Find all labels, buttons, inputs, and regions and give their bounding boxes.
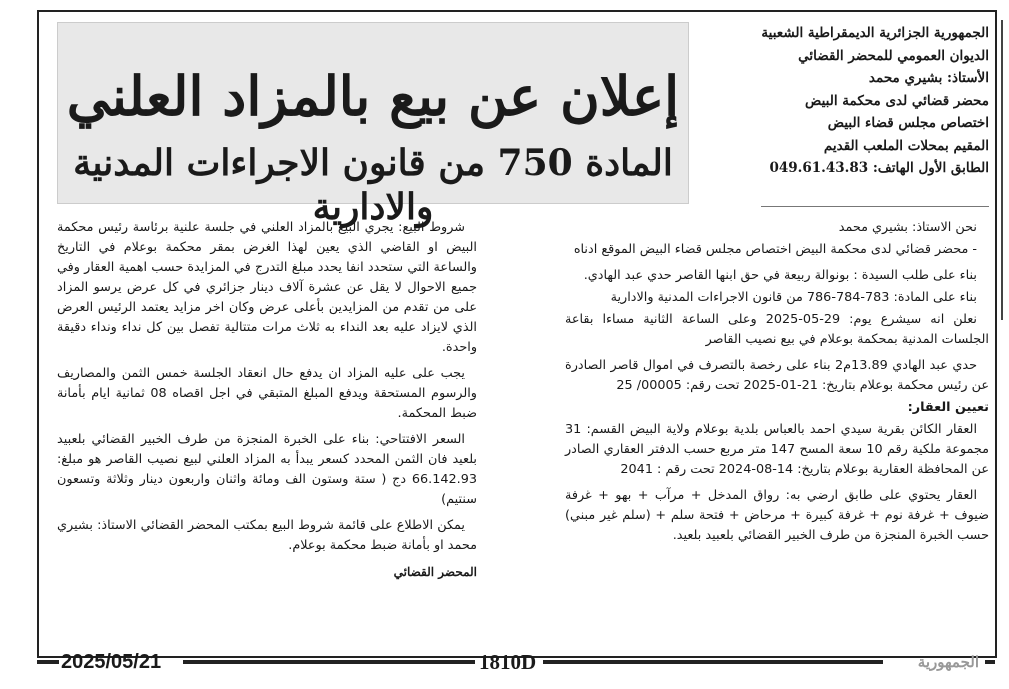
footer (37, 648, 997, 676)
footer-rule-left (37, 660, 59, 664)
minor-share: حدي عبد الهادي 13.89م2 بناء على رخصة بالتصرف في اموال قاصر الصادرة عن رئيس محكمة بوعلام بتاريخ: 21-01-2025 تحت رقم: 00005/ 25 (565, 358, 989, 393)
property-contents: العقار يحتوي على طابق ارضي به: رواق المدخل + مرآب + بهو + غرفة ضيوف + غرفة نوم + غرفة كبيرة + مرحاض + فتحة سلم + (سلم غير مبني) حسب الخبرة المنجزة من طرف الخبير القضائي بلعبيد بلعيد. (565, 488, 989, 543)
notice-title: إعلان عن بيع بالمزاد العلني (66, 64, 680, 128)
header-line-court: محضر قضائي لدى محكمة البيض (805, 92, 989, 109)
footer-code: 1810D (479, 650, 537, 674)
title-box (57, 22, 689, 228)
signature: المحضر القضائي (393, 565, 477, 579)
header-line-office: الديوان العمومي للمحضر القضائي (798, 47, 989, 64)
left-column (57, 218, 477, 582)
bailiff-role: - محضر قضائي لدى محكمة البيض اختصاص مجلس قضاء البيض الموقع ادناه (573, 242, 977, 257)
payment-terms: يجب على عليه المزاد ان يدفع حال انعقاد الجلسة خمس الثمن والمصاريف والرسوم المستحقة ويدفع المبلغ المتبقي في اجل اقصاه 08 ثمانية ايام بأمانة ضبط المحكمة. (57, 366, 477, 421)
footer-masthead: الجمهورية (917, 653, 979, 671)
sale-conditions: شروط البيع: يجري البيع بالمزاد العلني في جلسة علنية برئاسة رئيس محكمة البيض او القاضي الذي يعين لهذا الغرض بمقر محكمة بوعلام في التاريخ والساعة التي ستحدد انفا يحدد مبلغ التدرج في المزايدة حسب اهمية العقار وفي جميع الاحوال لا يقل عن عشرة آلاف دينار جزائري في كل عرض يرسو المزاد على من تقدم من المزايدين بأعلى عرض وكان اخر مزايد يعتمد الرئيس العرض الذي لايزاد عليه بعد النداء به ثلاث مرات متتالية تفصل بين كل نداء ونداء دقيقة واحدة. (57, 220, 477, 355)
header-line-phone: الطابق الأول الهاتف: 049.61.43.83 (769, 160, 989, 176)
request-basis: بناء على طلب السيدة : بونوالة ربيعة في حق ابنها القاصر حدي عبد الهادي. (583, 268, 977, 283)
header-line-republic: الجمهورية الجزائرية الديمقراطية الشعبية (761, 25, 989, 41)
header-divider (761, 206, 989, 207)
header-line-address: المقيم بمحلات الملعب القديم (823, 137, 989, 154)
bailiff-line: نحن الاستاذ: بشيري محمد (838, 220, 977, 235)
property-heading: تعيين العقار: (907, 400, 989, 415)
sale-announcement: نعلن انه سيشرع يوم: 29-05-2025 وعلى الساعة الثانية مساءا بقاعة الجلسات المدنية بمحكمة بوعلام في بيع نصيب القاصر (565, 312, 989, 347)
notice-subtitle: المادة 750 من قانون الاجراءات المدنية والادارية (73, 142, 673, 228)
footer-rule-end (985, 660, 995, 664)
legal-basis: بناء على المادة: 783-784-786 من قانون الاجراءات المدنية والادارية (610, 290, 977, 305)
edge-mark (1001, 20, 1007, 320)
header-line-professor: الأستاذ: بشيري محمد (868, 70, 989, 86)
right-column (565, 218, 989, 552)
header-line-jurisdiction: اختصاص مجلس قضاء البيض (827, 115, 989, 131)
property-location: العقار الكائن بقرية سيدي احمد بالعباس بلدية بوعلام ولاية البيض القسم: 31 مجموعة ملكية رقم 10 سعة المسح 147 متر مربع حسب الدفتر العقاري الصادر عن المحافظة العقارية بوعلام بتاريخ: 14-08-2024 تحت رقم : 2041 (565, 422, 989, 477)
opening-price: السعر الافتتاحي: بناء على الخبرة المنجزة من طرف الخبير القضائي بلعبيد بلعيد فان الثمن المحدد كسعر يبدأ به المزاد العلني لبيع نصيب القاصر هو مبلغ: 66.142.93 دج ( ستة وستون الف ومائة واثنان واربعون دينار وثلاثة وتسعون سنتيم) (57, 432, 477, 507)
footer-rule-mid (183, 660, 475, 664)
footer-rule-right (543, 660, 883, 664)
inspection-note: يمكن الاطلاع على قائمة شروط البيع بمكتب المحضر القضائي الاستاذ: بشيري محمد او بأمانة ضبط محكمة بوعلام. (57, 518, 477, 553)
footer-date: 2025/05/21 (61, 651, 162, 673)
issuer-header (689, 22, 989, 180)
